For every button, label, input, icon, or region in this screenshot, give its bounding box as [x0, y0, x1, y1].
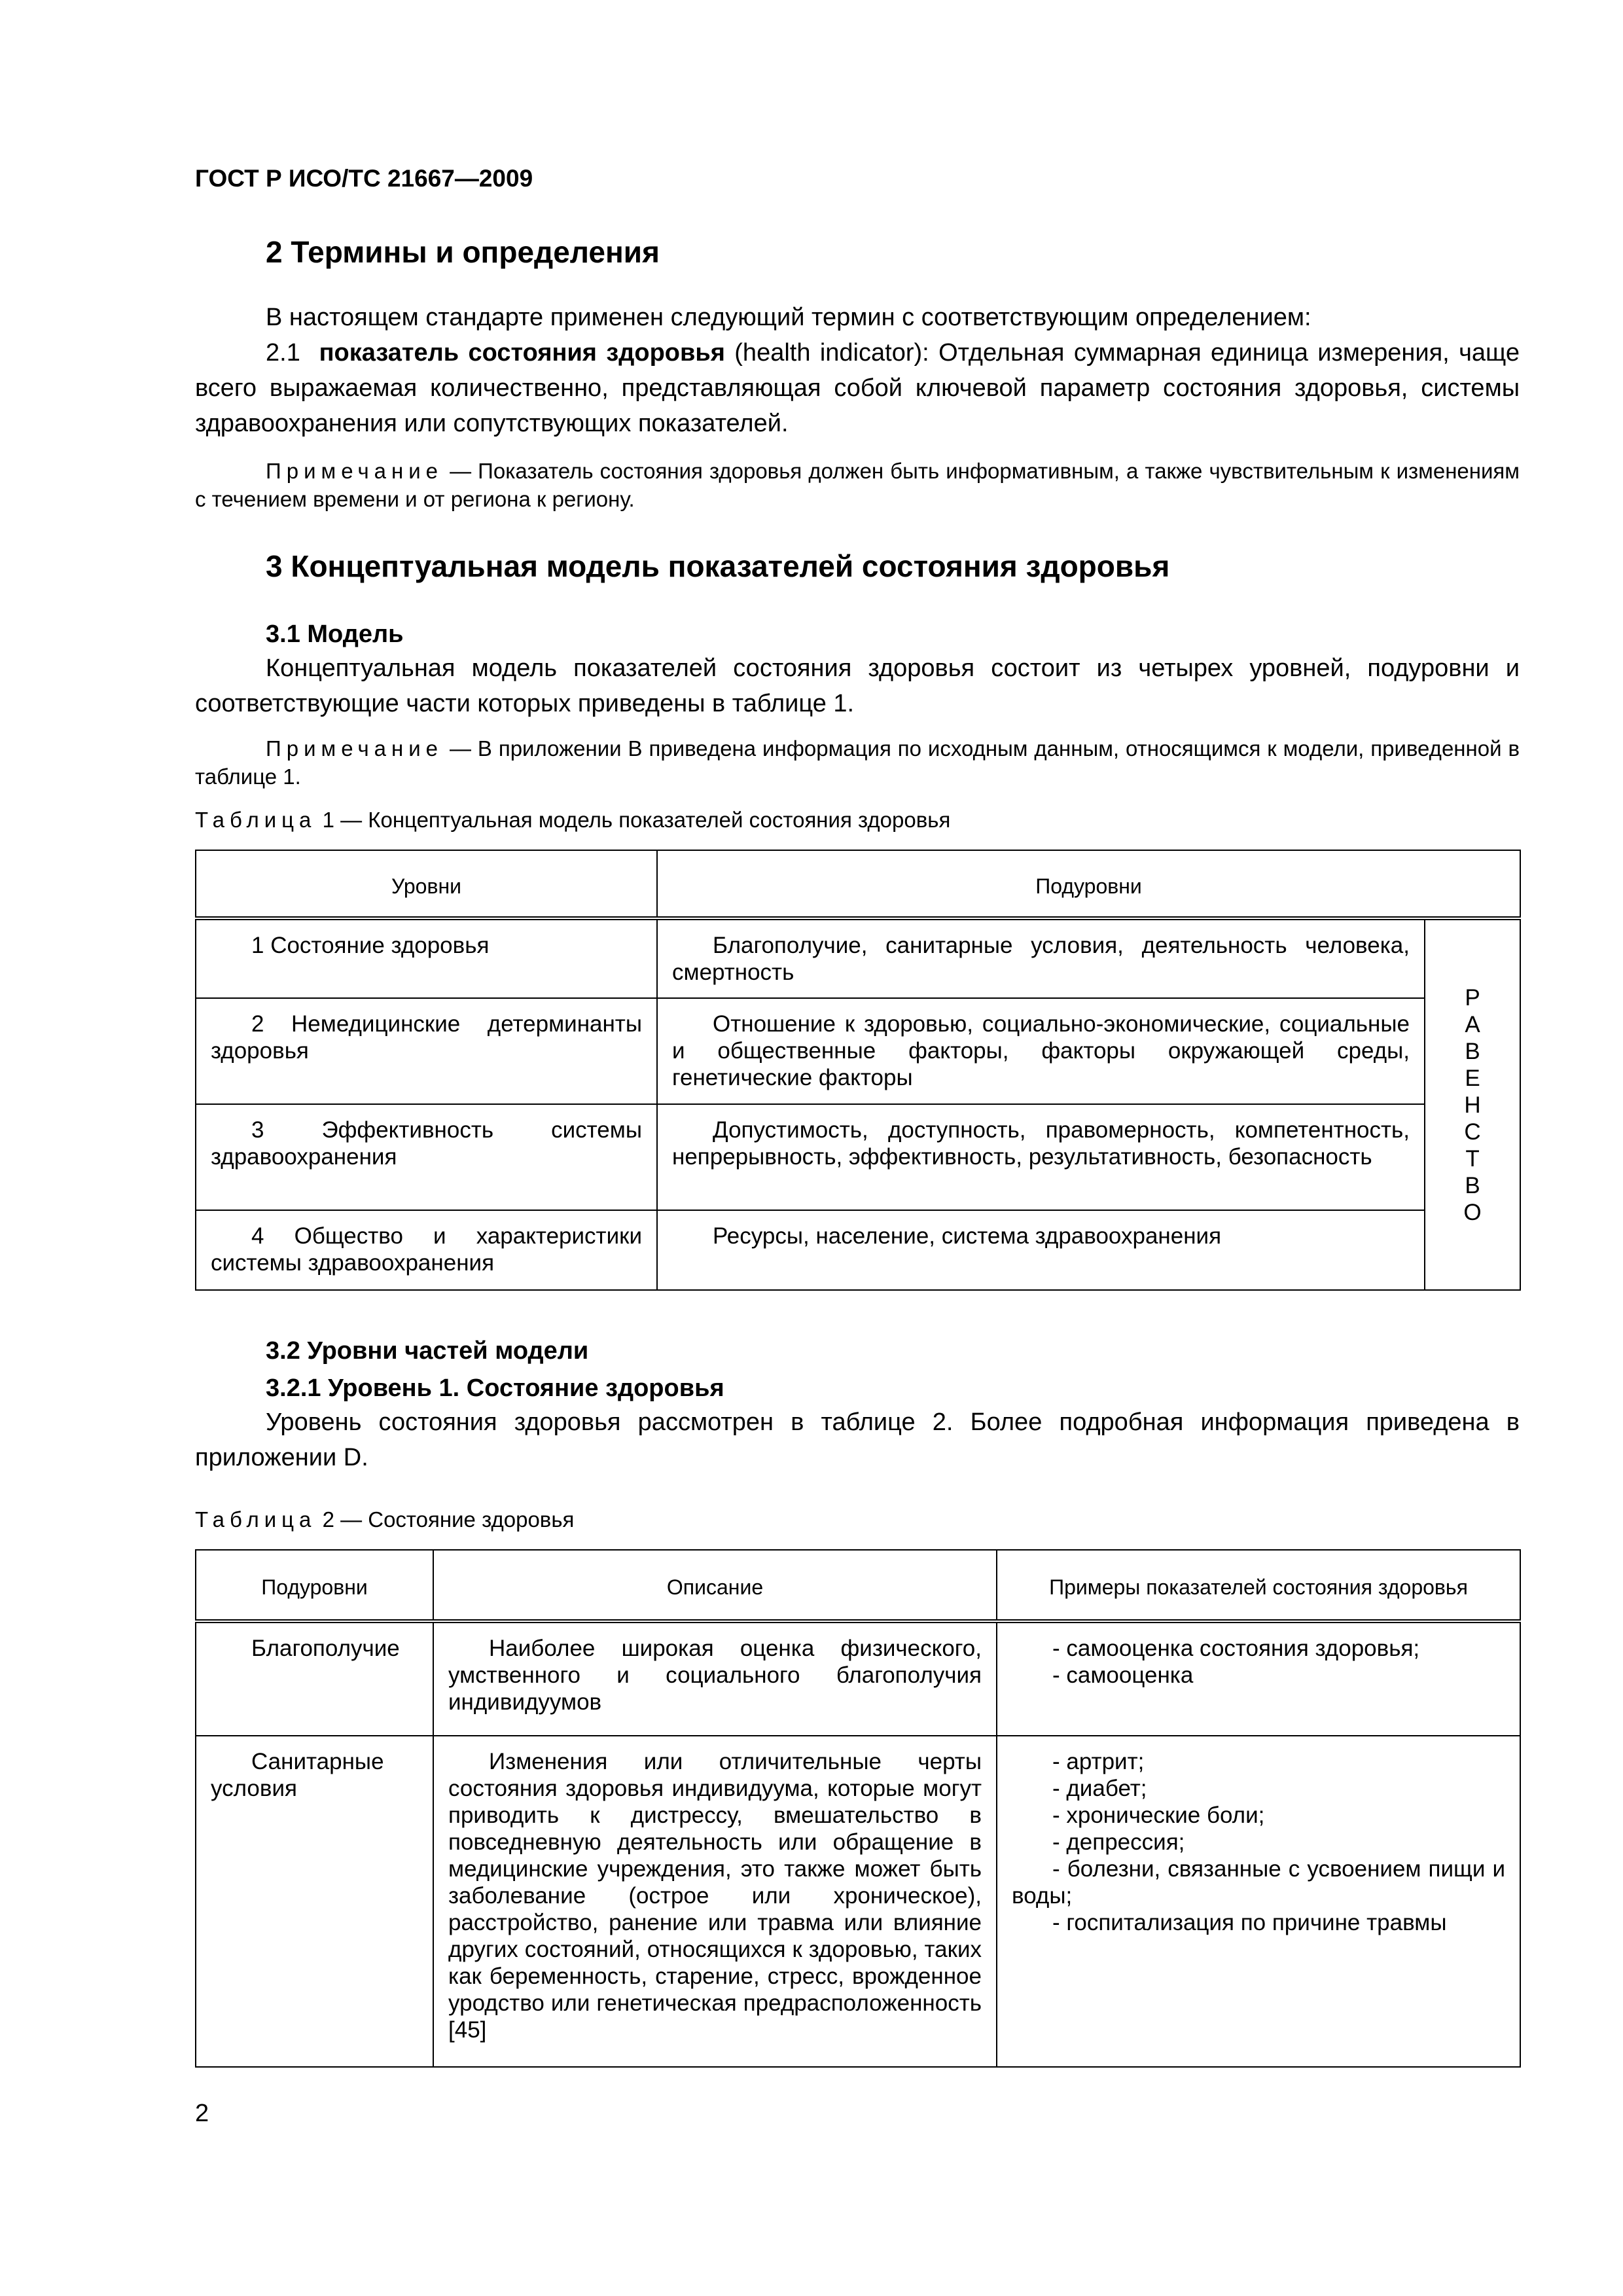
table-2-caption	[195, 1507, 1520, 1532]
level-cell: 3 Эффективность системы здравоохранения	[196, 1104, 657, 1210]
section-3-2-1-text: Уровень состояния здоровья рассмотрен в таблице 2. Более подробная информация приведена в приложении D.	[195, 1408, 1520, 1471]
document-header: ГОСТ Р ИСО/ТС 21667—2009	[195, 165, 533, 192]
section-3-2-heading: 3.2 Уровни частей модели	[266, 1337, 589, 1365]
note-text: — В приложении В приведена информация по исходным данным, относящимся к модели, приведенной в таблице 1.	[195, 736, 1520, 789]
table-2-header-description: Описание	[433, 1550, 997, 1621]
example-item: - диабет;	[1052, 1776, 1147, 1801]
section-3-2-1-heading: 3.2.1 Уровень 1. Состояние здоровья	[266, 1374, 724, 1402]
section-3-1-text: Концептуальная модель показателей состояния здоровья состоит из четырех уровней, подуровни и соответствующие части которых приведены в таблице 1.	[195, 655, 1520, 717]
equity-side-label	[1425, 918, 1520, 1290]
side-letter: Т	[1465, 1145, 1480, 1172]
definition-text: (health indicator): Отдельная суммарная единица измерения, чаще всего выражаемая количественно, представляющая собой ключевой параметр состояния здоровья, системы здравоохранения или сопутствующих показателей.	[195, 339, 1520, 437]
section-3-1-heading: 3.1 Модель	[266, 620, 404, 648]
description-cell: Изменения или отличительные черты состояния здоровья индивидуума, которые могут приводить к дистрессу, вмешательство в повседневную деятельность или обращение в медицинские учреждения, это также может быть заболевание (острое или хроническое), расстройство, ранение или травма или влияние других состояний, относящихся к здоровью, таких как беременность, старение, стресс, врожденное уродство или генетическая предрасположенность [45]	[433, 1736, 997, 2067]
section-3-2-1-body	[195, 1405, 1520, 1475]
sublevel-cell: Благополучие	[196, 1621, 433, 1736]
caption-text: 2 — Состояние здоровья	[322, 1507, 575, 1532]
caption-label: Таблица	[195, 808, 317, 832]
note-label: Примечание	[266, 736, 444, 761]
level-cell: 2 Немедицинские детерминанты здоровья	[196, 998, 657, 1104]
note-text: — Показатель состояния здоровья должен быть информативным, а также чувствительным к изменениям с течением времени и от региона к региону.	[195, 459, 1520, 511]
definition-number: 2.1	[266, 339, 300, 367]
example-item: - артрит;	[1052, 1749, 1145, 1774]
example-item: - самооценка	[1052, 1662, 1194, 1688]
table-row	[196, 1104, 1520, 1210]
side-letter: С	[1464, 1119, 1481, 1145]
table-2-header-examples: Примеры показателей состояния здоровья	[997, 1550, 1520, 1621]
table-row	[196, 998, 1520, 1104]
table-1-header-levels: Уровни	[196, 850, 657, 918]
table-row	[196, 1621, 1520, 1736]
table-row	[196, 1210, 1520, 1290]
table-row	[196, 1736, 1520, 2067]
section-3-1-note	[195, 734, 1520, 791]
section-2-heading: 2 Термины и определения	[266, 235, 660, 269]
example-item: - госпитализация по причине травмы	[1052, 1910, 1447, 1935]
definition-paragraph	[195, 335, 1520, 441]
sublevel-cell: Санитарные условия	[196, 1736, 433, 2067]
section-3-1-body	[195, 651, 1520, 721]
table-1-caption	[195, 808, 1520, 833]
side-letter: Р	[1465, 984, 1480, 1011]
side-letter: В	[1465, 1172, 1480, 1198]
caption-label: Таблица	[195, 1507, 317, 1532]
description-cell: Наиболее широкая оценка физического, умственного и социального благополучия индивидуумов	[433, 1621, 997, 1736]
table-2	[195, 1549, 1521, 2068]
side-letter: Н	[1464, 1092, 1481, 1118]
example-item: - хронические боли;	[1052, 1803, 1265, 1828]
side-letter: О	[1463, 1199, 1482, 1225]
table-1	[195, 850, 1521, 1291]
side-letter: А	[1465, 1011, 1480, 1037]
page-number: 2	[195, 2100, 209, 2127]
examples-cell	[997, 1621, 1520, 1736]
sublevels-cell: Ресурсы, население, система здравоохранения	[657, 1210, 1425, 1290]
table-row	[196, 918, 1520, 998]
table-1-header-sublevels: Подуровни	[657, 850, 1520, 918]
example-item: - самооценка состояния здоровья;	[1052, 1636, 1420, 1661]
examples-cell	[997, 1736, 1520, 2067]
section-2-note	[195, 457, 1520, 513]
example-item: - депрессия;	[1052, 1829, 1185, 1855]
level-cell: 1 Состояние здоровья	[196, 918, 657, 998]
sublevels-cell: Отношение к здоровью, социально-экономические, социальные и общественные факторы, факторы окружающей среды, генетические факторы	[657, 998, 1425, 1104]
note-label: Примечание	[266, 459, 444, 483]
intro-text: В настоящем стандарте применен следующий термин с соответствующим определением:	[266, 304, 1311, 331]
sublevels-cell: Благополучие, санитарные условия, деятельность человека, смертность	[657, 918, 1425, 998]
example-item: - болезни, связанные с усвоением пищи и воды;	[1012, 1856, 1505, 1909]
side-letter: Е	[1465, 1065, 1480, 1091]
definition-term: показатель состояния здоровья	[319, 339, 725, 367]
table-2-header-sublevels: Подуровни	[196, 1550, 433, 1621]
level-cell: 4 Общество и характеристики системы здравоохранения	[196, 1210, 657, 1290]
intro-paragraph	[195, 300, 1520, 335]
side-letter: В	[1465, 1038, 1480, 1064]
sublevels-cell: Допустимость, доступность, правомерность, компетентность, непрерывность, эффективность, результативность, безопасность	[657, 1104, 1425, 1210]
caption-text: 1 — Концептуальная модель показателей состояния здоровья	[322, 808, 951, 832]
section-2-body	[195, 300, 1520, 441]
section-3-heading: 3 Концептуальная модель показателей состояния здоровья	[266, 549, 1170, 583]
